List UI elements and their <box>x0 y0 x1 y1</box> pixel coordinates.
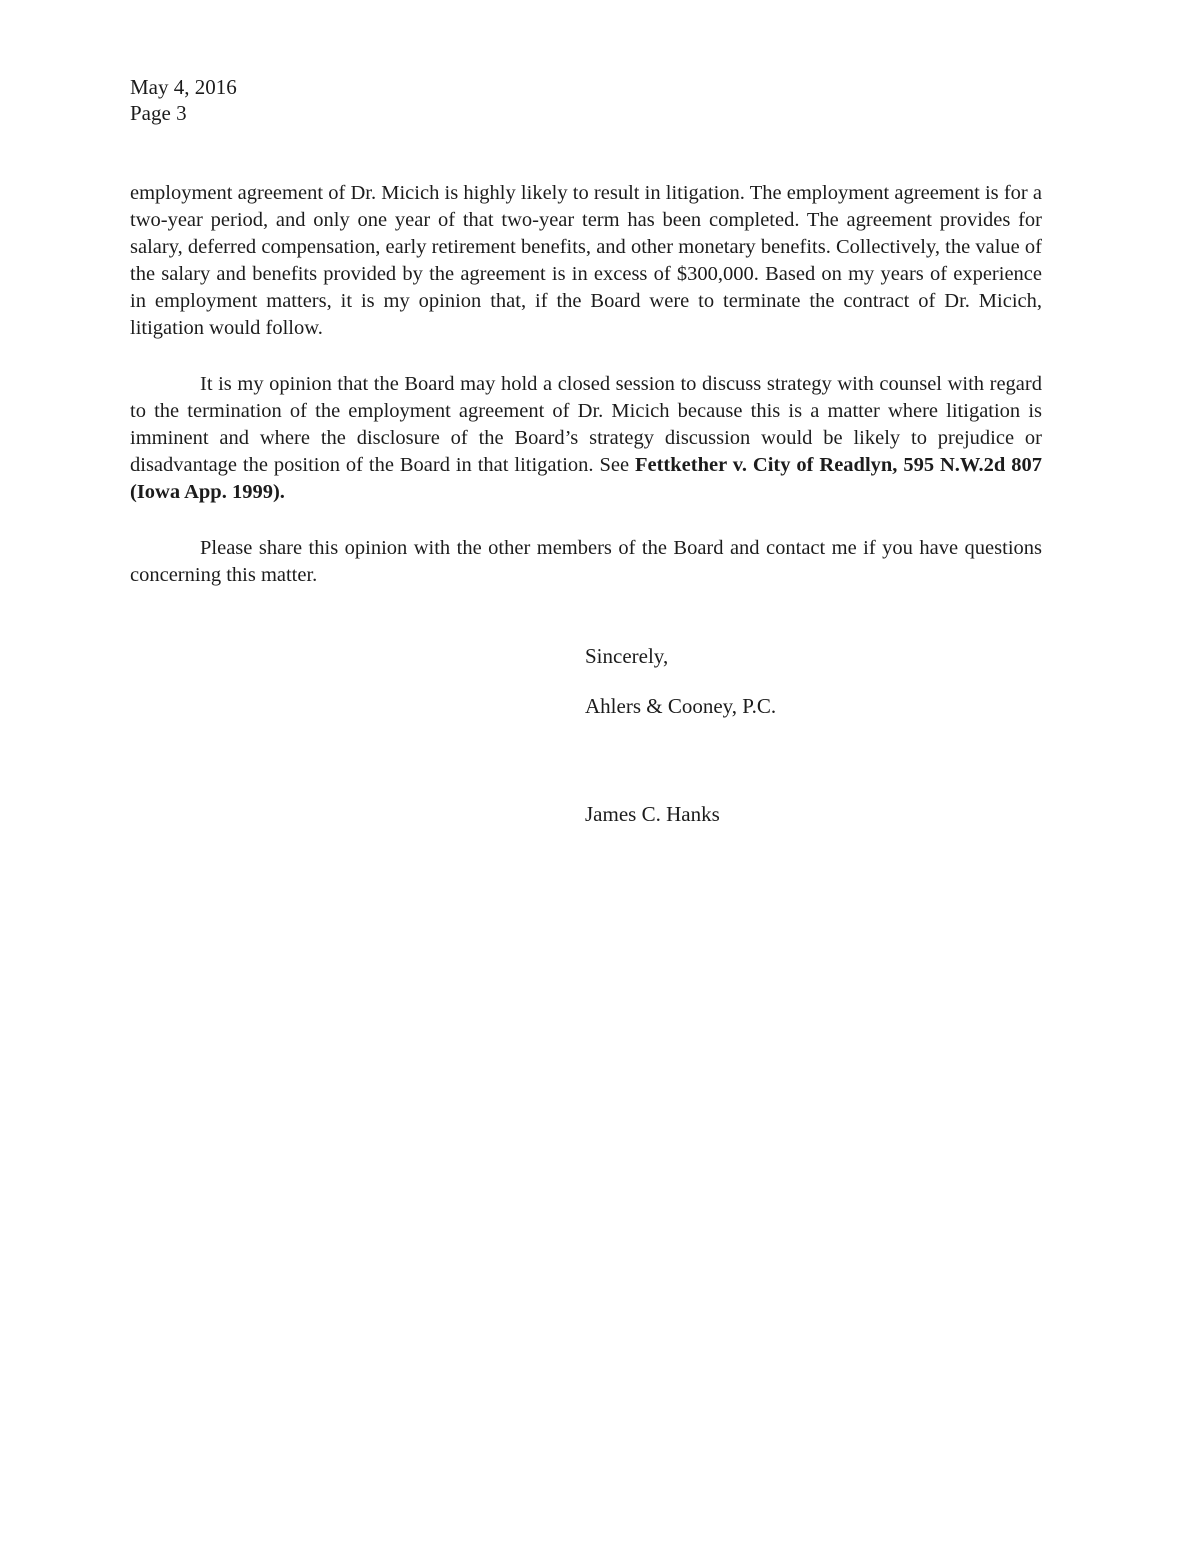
paragraph-closed-session-text: It is my opinion that the Board may hold a closed session to discuss strategy with counsel with regard to the termination of the employment agreement of Dr. Micich because this is a matter where litigation is imminent and where the disclosure of the Board’s strategy discussion would be likely to prejudice or disadvantage the position of the Board in that litigation. See <box>130 373 1042 476</box>
signer-name: James C. Hanks <box>585 802 720 826</box>
page-number: Page 3 <box>130 101 187 125</box>
letter-date: May 4, 2016 <box>130 75 237 99</box>
paragraph-closed-session-opinion <box>130 371 1042 506</box>
case-citation: Fettkether v. City of Readlyn, 595 N.W.2d 807 (Iowa App. 1999). <box>130 454 1043 503</box>
paragraph-litigation-risk: employment agreement of Dr. Micich is highly likely to result in litigation. The employment agreement is for a two-year period, and only one year of that two-year term has been completed. The agreement provides for salary, deferred compensation, early retirement benefits, and other monetary benefits. Collectively, the value of the salary and benefits provided by the agreement is in excess of $300,000. Based on my years of experience in employment matters, it is my opinion that, if the Board were to terminate the contract of Dr. Micich, litigation would follow. <box>130 182 1042 339</box>
closing-salutation: Sincerely, <box>585 644 669 668</box>
paragraph-share-request: Please share this opinion with the other members of the Board and contact me if you have questions concerning this matter. <box>130 537 1042 586</box>
letter-header <box>130 74 237 126</box>
firm-name: Ahlers & Cooney, P.C. <box>585 694 777 718</box>
